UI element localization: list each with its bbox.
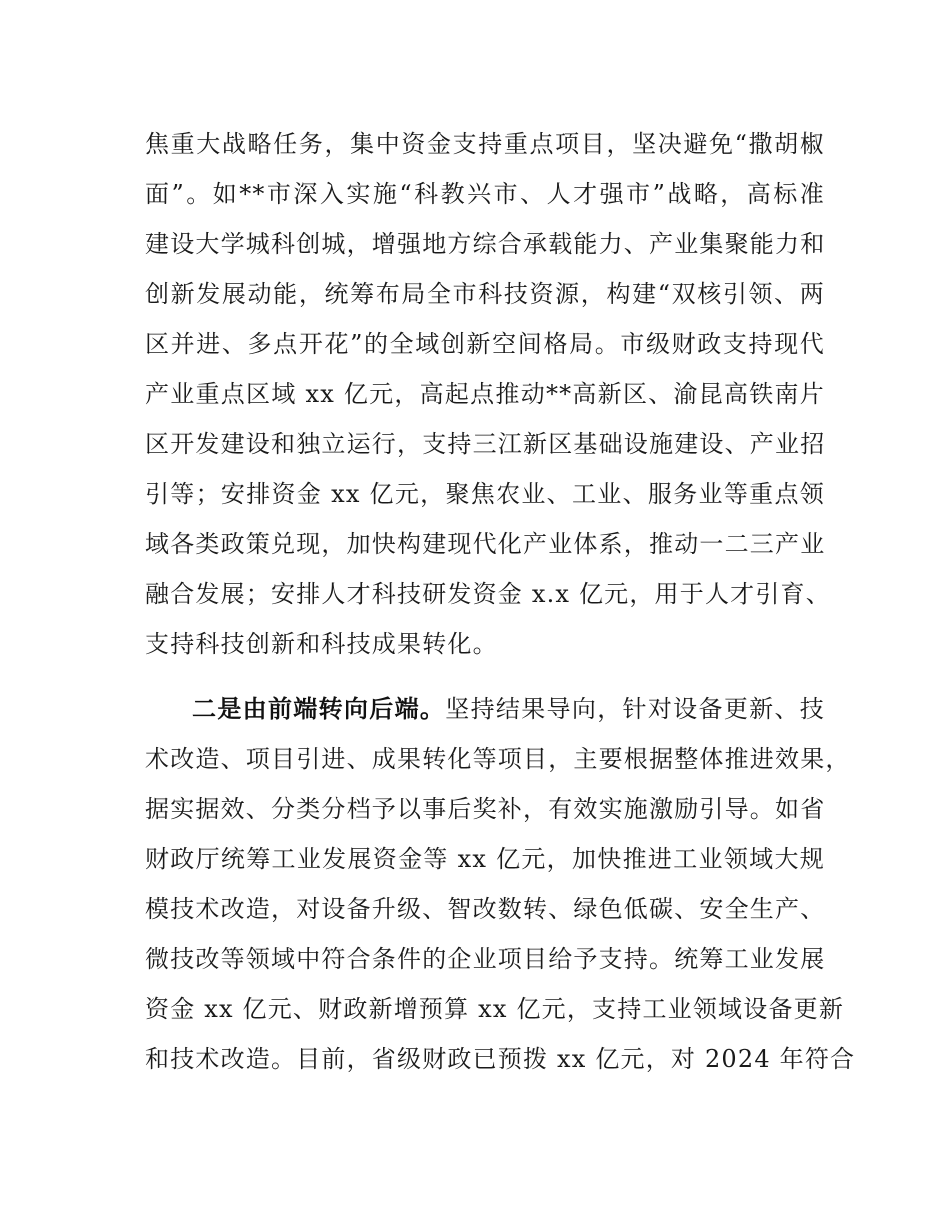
text-line-rest: 坚持结果导向，针对设备更新、技 (445, 695, 825, 723)
paragraph-lead-heading: 二是由前端转向后端。 (192, 695, 446, 723)
text-line: 域各类政策兑现，加快构建现代化产业体系，推动一二三产业 (145, 530, 826, 558)
text-line: 焦重大战略任务，集中资金支持重点项目，坚决避免“撒胡椒 (145, 130, 825, 158)
text-line: 术改造、项目引进、成果转化等项目，主要根据整体推进效果， (145, 745, 851, 773)
text-line: 模技术改造，对设备升级、智改数转、绿色低碳、安全生产、 (145, 895, 826, 923)
text-line: 财政厅统筹工业发展资金等 xx 亿元，加快推进工业领域大规 (145, 845, 825, 873)
text-line: 引等；安排资金 xx 亿元，聚焦农业、工业、服务业等重点领 (145, 480, 825, 508)
text-line: 区并进、多点开花”的全域创新空间格局。市级财政支持现代 (145, 330, 825, 358)
text-line: 建设大学城科创城，增强地方综合承载能力、产业集聚能力和 (145, 230, 826, 258)
text-line: 支持科技创新和科技成果转化。 (145, 630, 498, 658)
text-line: 区开发建设和独立运行，支持三江新区基础设施建设、产业招 (145, 430, 826, 458)
text-line: 产业重点区域 xx 亿元，高起点推动**高新区、渝昆高铁南片 (145, 380, 825, 408)
text-line-first (192, 689, 825, 729)
text-line: 创新发展动能，统筹布局全市科技资源，构建“双核引领、两 (145, 280, 825, 308)
text-line: 资金 xx 亿元、财政新增预算 xx 亿元，支持工业领域设备更新 (145, 995, 845, 1023)
text-line: 据实据效、分类分档予以事后奖补，有效实施激励引导。如省 (145, 795, 826, 823)
text-line: 融合发展；安排人才科技研发资金 x.x 亿元，用于人才引育、 (145, 580, 831, 608)
text-line: 微技改等领域中符合条件的企业项目给予支持。统筹工业发展 (145, 945, 826, 973)
text-line: 面”。如**市深入实施“科教兴市、人才强市”战略，高标准 (145, 180, 825, 208)
text-line: 和技术改造。目前，省级财政已预拨 xx 亿元，对 2024 年符合 (145, 1045, 856, 1073)
